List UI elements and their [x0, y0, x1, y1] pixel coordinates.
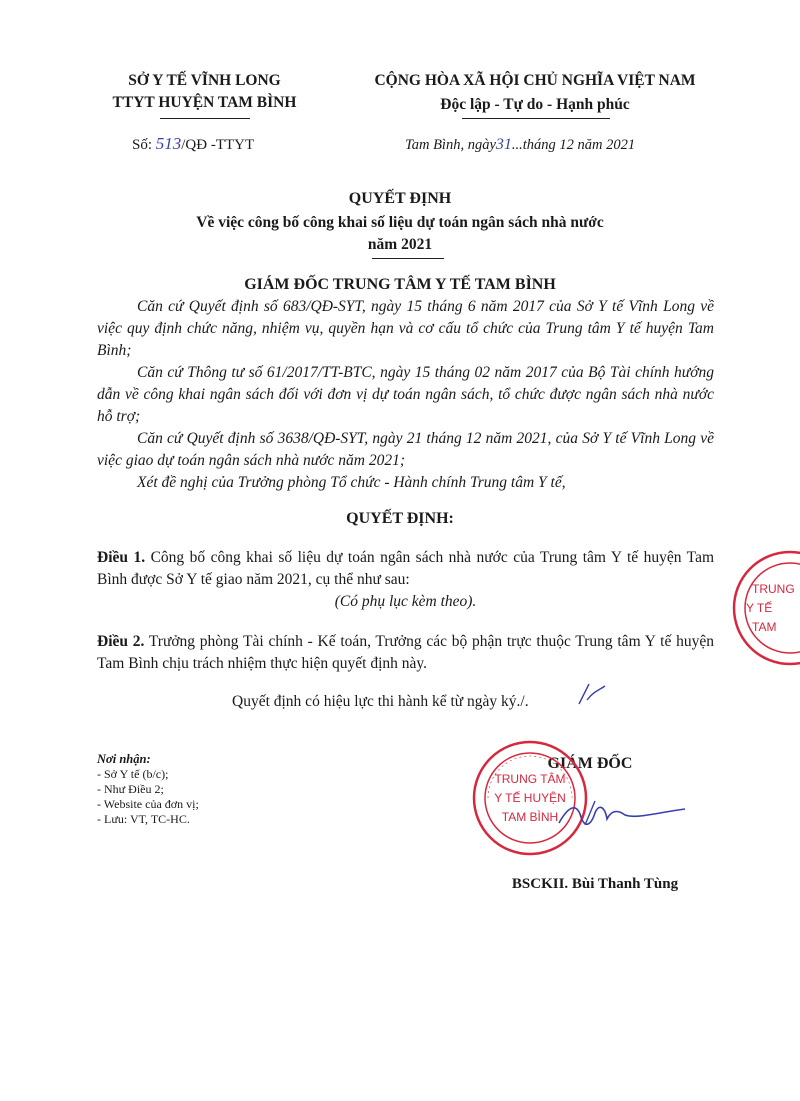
document-number — [132, 134, 254, 154]
article-1 — [97, 547, 714, 591]
recipient-item: - Website của đơn vị; — [97, 797, 199, 811]
national-motto: Độc lập - Tự do - Hạnh phúc — [440, 96, 630, 113]
issue-date — [405, 136, 635, 154]
initial-mark — [575, 680, 615, 710]
edge-stamp-text-2: Y TẾ — [746, 601, 773, 615]
article-2-label: Điều 2. — [97, 633, 145, 650]
article-1-label: Điều 1. — [97, 549, 146, 566]
handwritten-signature — [555, 795, 695, 835]
effective-clause: Quyết định có hiệu lực thi hành kể từ ngày ký./. — [232, 693, 529, 710]
recipient-item: - Như Điều 2; — [97, 782, 164, 796]
national-title: CỘNG HÒA XÃ HỘI CHỦ NGHĨA VIỆT NAM — [374, 72, 696, 89]
signatory-role: GIÁM ĐỐC — [547, 755, 633, 772]
number-prefix: Số: — [132, 137, 153, 153]
stamp-text-3: TAM BÌNH — [501, 810, 559, 824]
article-2 — [97, 631, 714, 675]
preamble-item: Xét đề nghị của Trưởng phòng Tổ chức - Hành chính Trung tâm Y tế, — [137, 474, 566, 491]
recipient-item: - Lưu: VT, TC-HC. — [97, 812, 190, 826]
edge-stamp-text-1: TRUNG — [752, 582, 795, 596]
article-1-text: Công bố công khai số liệu dự toán ngân sách nhà nước của Trung tâm Y tế huyện Tam Bình được Sở Y tế giao năm 2021, cụ thể như sau: — [97, 549, 714, 588]
number-handwritten: 513 — [155, 134, 182, 153]
edge-stamp-text-3: TAM — [752, 620, 777, 634]
stamp-text-1: TRUNG TÂM — [494, 772, 566, 786]
preamble — [97, 296, 714, 494]
issuing-authority: GIÁM ĐỐC TRUNG TÂM Y TẾ TAM BÌNH — [244, 276, 556, 293]
recipient-item: - Sở Y tế (b/c); — [97, 767, 169, 781]
recipients-title: Nơi nhận: — [97, 752, 151, 766]
edge-stamp — [722, 548, 800, 668]
date-prefix: Tam Bình, ngày — [405, 137, 496, 153]
issuing-org: TTYT HUYỆN TAM BÌNH — [112, 94, 297, 111]
signatory-name: BSCKII. Bùi Thanh Tùng — [511, 876, 679, 892]
document-subject-line1: Về việc công bố công khai số liệu dự toán ngân sách nhà nước — [196, 214, 604, 231]
date-suffix: ...tháng 12 năm 2021 — [511, 137, 636, 153]
preamble-item: Căn cứ Thông tư số 61/2017/TT-BTC, ngày 15 tháng 02 năm 2017 của Bộ Tài chính hướng dẫn về công khai ngân sách đối với đơn vị dự toán ngân sách, tổ chức được ngân sách nhà nước hỗ trợ; — [97, 364, 714, 425]
preamble-item: Căn cứ Quyết định số 683/QĐ-SYT, ngày 15 tháng 6 năm 2017 của Sở Y tế Vĩnh Long về việc quy định chức năng, nhiệm vụ, quyền hạn và cơ cấu tổ chức của Trung tâm Y tế huyện Tam Bình; — [97, 298, 714, 359]
title-underline — [372, 258, 444, 259]
article-1-note: (Có phụ lục kèm theo). — [334, 593, 477, 610]
date-handwritten: 31 — [495, 136, 512, 153]
document-title: QUYẾT ĐỊNH — [348, 190, 452, 207]
issuing-org-parent: SỞ Y TẾ VĨNH LONG — [128, 72, 281, 89]
preamble-item: Căn cứ Quyết định số 3638/QĐ-SYT, ngày 21 tháng 12 năm 2021, của Sở Y tế Vĩnh Long về việc giao dự toán ngân sách nhà nước năm 2021; — [97, 430, 714, 469]
recipients-block — [97, 752, 297, 827]
header-left-underline — [160, 118, 250, 119]
article-2-text: Trưởng phòng Tài chính - Kế toán, Trưởng các bộ phận trực thuộc Trung tâm Y tế huyện Tam Bình chịu trách nhiệm thực hiện quyết định này. — [97, 633, 714, 672]
document-subject-line2: năm 2021 — [367, 236, 433, 253]
decision-heading: QUYẾT ĐỊNH: — [346, 510, 454, 527]
stamp-text-2: Y TẾ HUYỆN — [494, 791, 566, 805]
motto-underline — [462, 118, 610, 119]
number-suffix: /QĐ -TTYT — [181, 137, 255, 153]
